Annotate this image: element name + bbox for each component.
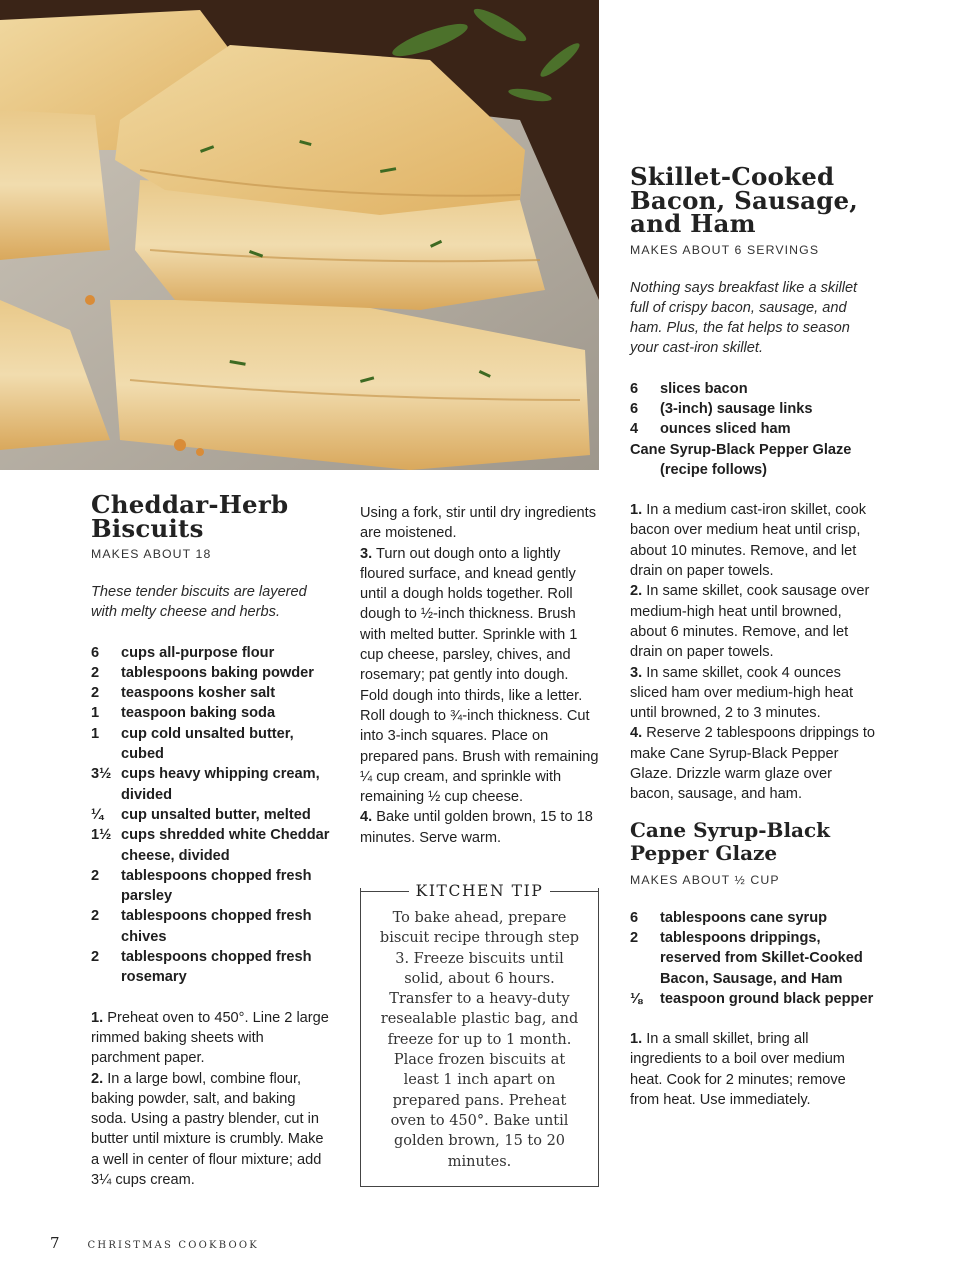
ingredient-qty: 2	[630, 929, 639, 946]
page-footer	[50, 1234, 259, 1252]
step-number: 1.	[630, 502, 643, 519]
skillet-title-line1: Skillet-Cooked	[630, 162, 835, 191]
ingredient-text: teaspoons kosher salt	[121, 685, 276, 702]
biscuit-ingredients	[91, 643, 331, 988]
ingredient-row	[630, 419, 875, 439]
ingredient-qty: 2	[91, 867, 100, 884]
step-text: In a small skillet, bring all ingredients to a boil over medium heat. Cook for 2 minutes; remove from heat. Use immediately.	[630, 1031, 846, 1108]
step-number: 3.	[360, 545, 373, 562]
ingredient-text: (3-inch) sausage links	[660, 400, 813, 417]
ingredient-qty: ⅛	[630, 990, 643, 1007]
ingredient-row	[91, 947, 331, 988]
ingredient-text: cups shredded white Cheddar cheese, divided	[121, 827, 330, 864]
step-3	[360, 544, 600, 808]
ingredient-qty: 2	[91, 664, 100, 681]
skillet-yield: MAKES ABOUT 6 SERVINGS	[630, 242, 820, 257]
ingredient-row	[630, 908, 875, 928]
skillet-intro: Nothing says breakfast like a skillet full of crispy bacon, sausage, and ham. Plus, the fat helps to season your cast-iron skillet.	[630, 279, 858, 357]
ingredient-row	[91, 906, 331, 947]
ingredient-qty: ¼	[91, 806, 104, 823]
step-text: In same skillet, cook sausage over medium-high heat until browned, about 6 minutes. Remove, and let drain on paper towels.	[630, 583, 870, 661]
biscuit-stack-image	[0, 0, 599, 470]
skillet-title-line3: and Ham	[630, 209, 756, 238]
ingredient-row	[630, 989, 875, 1009]
kitchen-tip-title: KITCHEN TIP	[415, 882, 544, 900]
step-text: In a medium cast-iron skillet, cook bacon over medium heat until crisp, about 10 minutes. Remove, and let drain on paper towels.	[630, 502, 867, 580]
ingredient-text: tablespoons drippings, reserved from Skillet-Cooked Bacon, Sausage, and Ham	[660, 929, 863, 987]
ingredient-row	[91, 724, 331, 765]
ingredient-text: tablespoons chopped fresh rosemary	[121, 949, 312, 986]
step-number: 4.	[630, 725, 643, 742]
step-text: Reserve 2 tablespoons drippings to make Cane Syrup-Black Pepper Glaze. Drizzle warm glaze over bacon, sausage, and ham.	[630, 725, 876, 803]
skillet-ingredients	[630, 379, 875, 480]
ingredient-qty: 2	[91, 908, 100, 925]
divider	[550, 891, 598, 892]
glaze-title-line1: Cane Syrup-Black	[630, 817, 831, 842]
ingredient-qty: 6	[630, 400, 639, 417]
ingredient-text: cups heavy whipping cream, divided	[121, 766, 320, 803]
divider	[598, 888, 599, 895]
step-number: 3.	[630, 664, 643, 681]
ingredient-qty: 1½	[91, 827, 112, 844]
ingredient-text: teaspoon baking soda	[121, 705, 276, 722]
ingredient-row	[630, 928, 875, 989]
ingredient-text: teaspoon ground black pepper	[660, 990, 874, 1007]
ingredient-qty: 6	[630, 380, 639, 397]
glaze-ingredients	[630, 908, 875, 1009]
ingredient-qty: 6	[630, 909, 639, 926]
glaze-title	[630, 819, 875, 866]
glaze-steps	[630, 1029, 875, 1110]
ingredient-row	[91, 764, 331, 805]
skillet-title	[630, 162, 875, 238]
biscuit-recipe	[91, 490, 331, 1190]
ingredient-text: tablespoons baking powder	[121, 664, 314, 681]
step-text: In same skillet, cook 4 ounces sliced ham over medium-high heat until browned, 2 to 3 minutes.	[630, 664, 854, 722]
step-number: 1.	[630, 1031, 643, 1048]
glaze-ingredient: Cane Syrup-Black Pepper Glaze	[630, 441, 852, 458]
biscuit-steps	[91, 1008, 331, 1191]
kitchen-tip-header	[360, 880, 599, 902]
skillet-steps	[630, 500, 875, 804]
step-text: Turn out dough onto a lightly floured surface, and knead gently until a dough holds together. Roll dough to ½-inch thickness. Brush with melted butter. Sprinkle with 1 cup cheese, parsley, chives, and rosemary; pat gently into dough. Fold dough into thirds, like a letter. Roll dough to ¾-inch thickness. Cut into 3-inch squares. Place on prepared pans. Brush with remaining ¼ cup cream, and sprinkle with remaining ½ cup cheese.	[360, 545, 599, 806]
ingredient-qty: 6	[91, 644, 100, 661]
book-title: CHRISTMAS COOKBOOK	[87, 1240, 259, 1251]
step-4	[360, 807, 600, 848]
divider	[361, 891, 409, 892]
step-1	[91, 1008, 331, 1069]
ingredient-text: cups all-purpose flour	[121, 644, 275, 661]
ingredient-qty: 3½	[91, 766, 112, 783]
step-3	[630, 663, 875, 724]
recipe-photo	[0, 0, 599, 470]
biscuit-steps-continued	[360, 503, 600, 848]
glaze-recipe	[630, 819, 875, 1111]
step-2-continued: Using a fork, stir until dry ingredients are moistened.	[360, 505, 597, 542]
ingredient-qty: 1	[91, 705, 100, 722]
ingredient-qty: 2	[91, 685, 100, 702]
page-number: 7	[50, 1234, 60, 1252]
step-1	[630, 500, 875, 581]
step-number: 2.	[630, 583, 643, 600]
ingredient-text: cup unsalted butter, melted	[121, 806, 311, 823]
ingredient-row	[630, 379, 875, 399]
glaze-yield: MAKES ABOUT ½ CUP	[630, 872, 780, 887]
ingredient-text: ounces sliced ham	[660, 421, 791, 438]
step-text: In a large bowl, combine flour, baking powder, salt, and baking soda. Using a pastry blender, cut in butter until mixture is crumbly. Make a well in center of flour mixture; add 3¼ cups cream.	[91, 1070, 324, 1189]
ingredient-text: tablespoons chopped fresh parsley	[121, 867, 312, 905]
ingredient-text: slices bacon	[660, 380, 748, 397]
step-number: 4.	[360, 809, 373, 826]
kitchen-tip-text: To bake ahead, prepare biscuit recipe through step 3. Freeze biscuits until solid, about 6 hours. Transfer to a heavy-duty resealable plastic bag, and freeze for up to 1 month. Place frozen biscuits at least 1 inch apart on prepared pans. Preheat oven to 450°. Bake until golden brown, 15 to 20 minutes.	[379, 910, 580, 1170]
step-number: 1.	[91, 1009, 104, 1026]
step-text: Bake until golden brown, 15 to 18 minutes. Serve warm.	[360, 809, 593, 846]
glaze-ingredient-note: (recipe follows)	[660, 461, 768, 478]
ingredient-row	[91, 866, 331, 907]
biscuit-intro: These tender biscuits are layered with melty cheese and herbs.	[91, 584, 307, 621]
ingredient-row	[91, 663, 331, 683]
kitchen-tip-box	[360, 882, 599, 1187]
skillet-title-line2: Bacon, Sausage,	[630, 185, 859, 215]
ingredient-row	[91, 825, 331, 866]
step-2	[630, 581, 875, 662]
ingredient-qty: 4	[630, 421, 639, 438]
biscuit-yield: MAKES ABOUT 18	[91, 547, 212, 561]
ingredient-row	[91, 683, 331, 703]
biscuit-title-line1: Cheddar-Herb	[91, 490, 289, 519]
ingredient-qty: 1	[91, 725, 100, 742]
step-number: 2.	[91, 1070, 104, 1087]
ingredient-text: cup cold unsalted butter, cubed	[121, 725, 294, 763]
ingredient-row	[91, 703, 331, 723]
ingredient-text: tablespoons chopped fresh chives	[121, 908, 312, 945]
biscuit-title-line2: Biscuits	[91, 513, 204, 543]
skillet-recipe	[630, 162, 876, 1110]
ingredient-text: tablespoons cane syrup	[660, 909, 828, 926]
glaze-title-line2: Pepper Glaze	[630, 841, 778, 866]
step-2	[91, 1069, 331, 1191]
step-1	[630, 1029, 875, 1110]
step-4	[630, 723, 875, 804]
step-text: Preheat oven to 450°. Line 2 large rimmed baking sheets with parchment paper.	[91, 1009, 329, 1067]
ingredient-row	[91, 643, 331, 663]
ingredient-row	[630, 399, 875, 419]
ingredient-qty: 2	[91, 949, 100, 966]
ingredient-row	[91, 805, 331, 825]
biscuit-title	[91, 490, 331, 543]
